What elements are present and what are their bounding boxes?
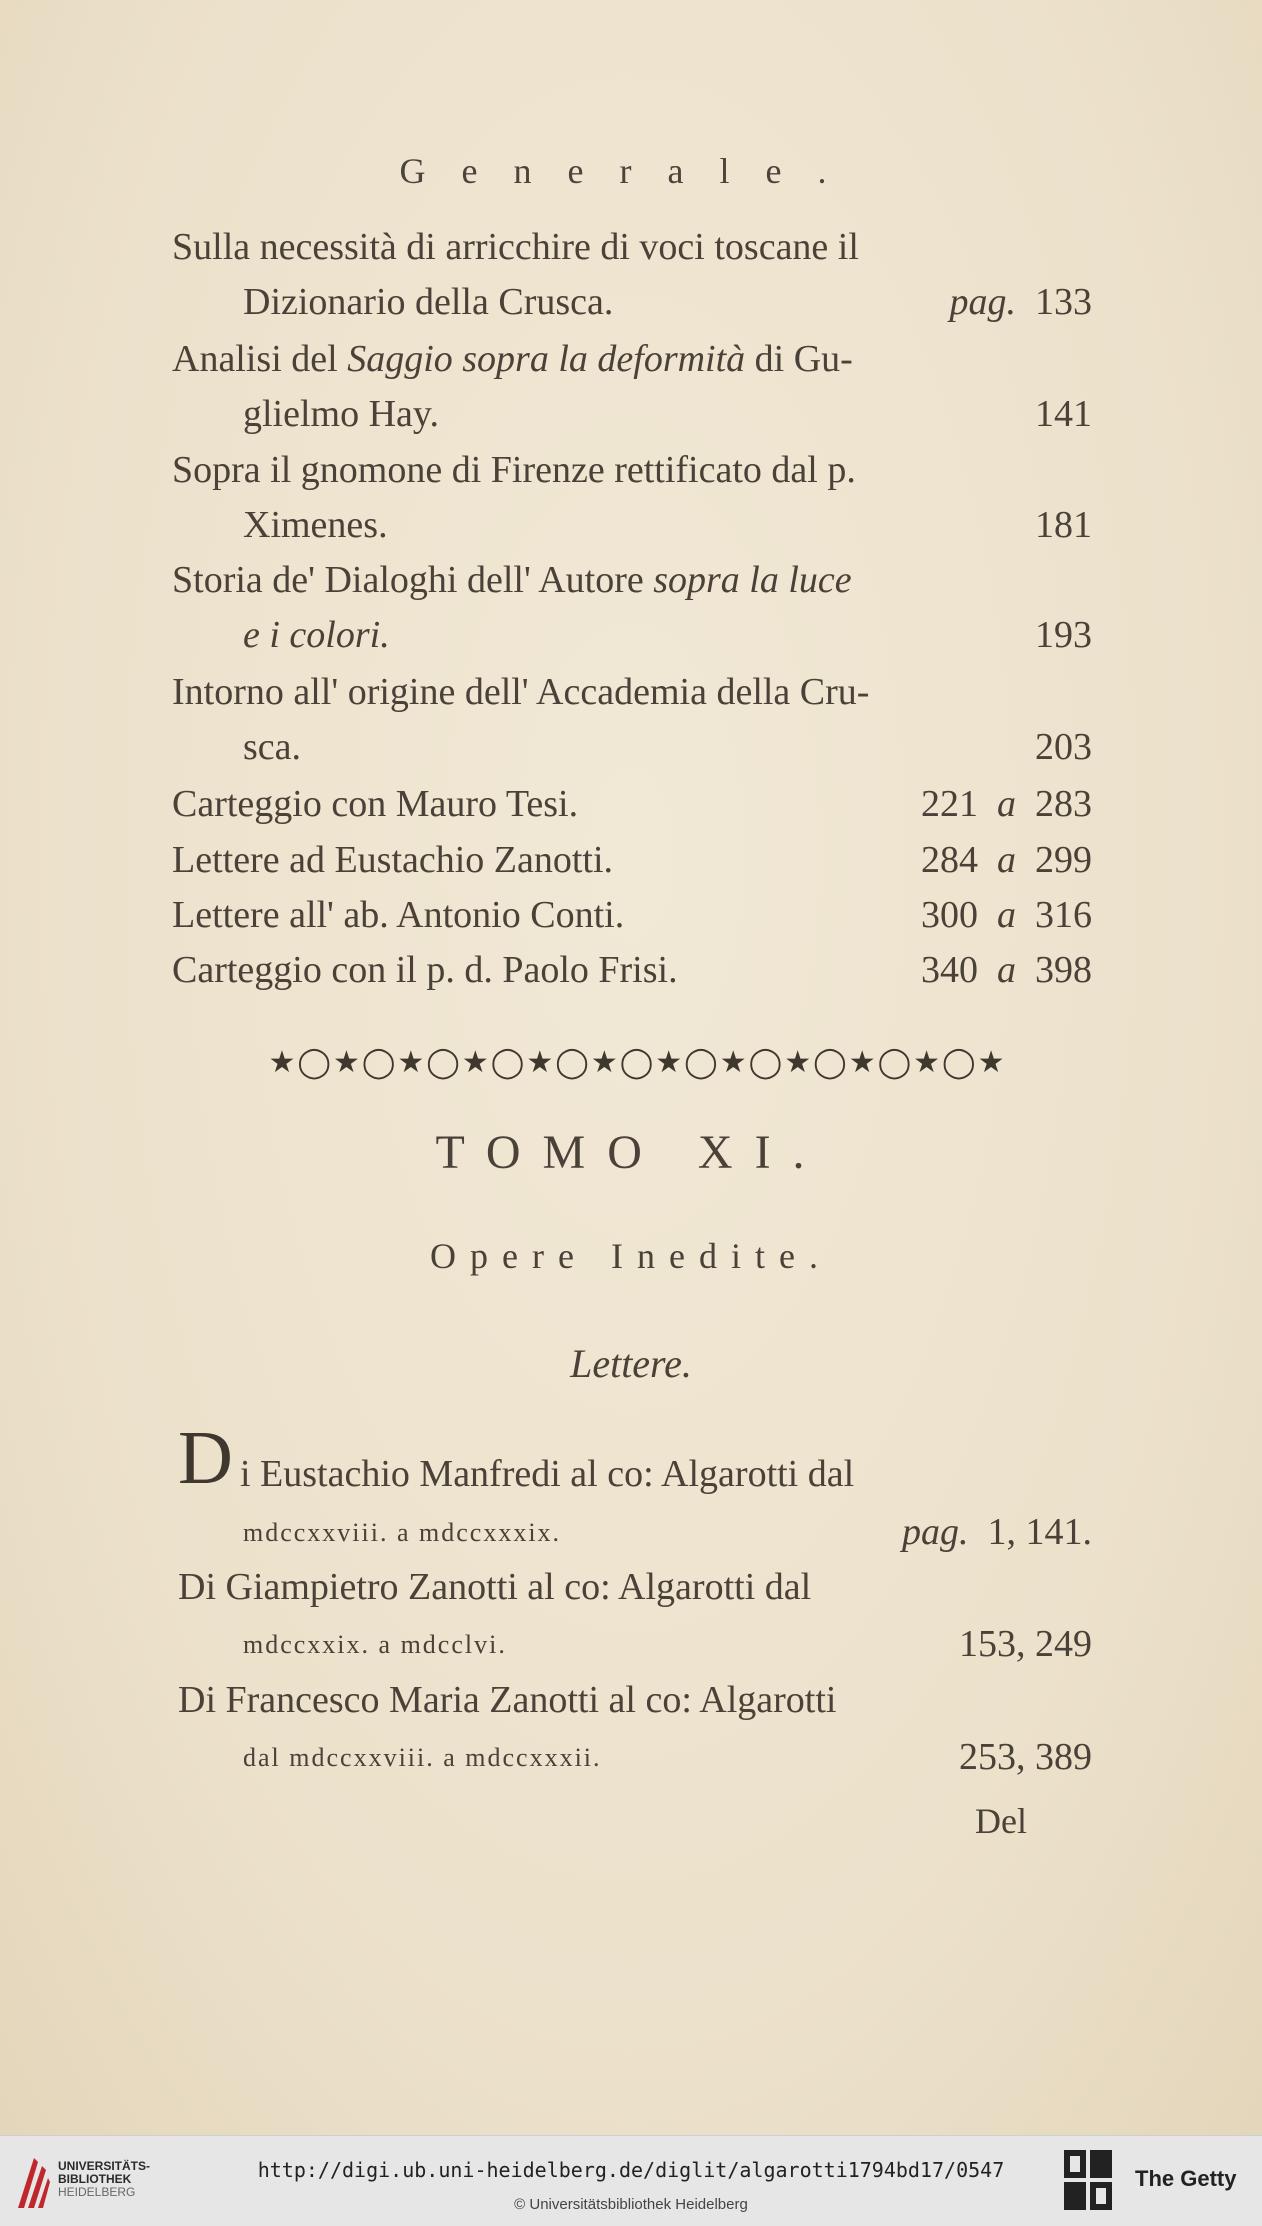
entry-text: Carteggio con Mauro Tesi. (172, 783, 579, 825)
section-title: Opere Inedite. (430, 1236, 832, 1276)
entry-text: mdccxxix. a mdcclvi. (243, 1630, 507, 1659)
page-value: 181 (1035, 504, 1092, 546)
entry-text: Sulla necessità di arricchire di voci toscane il (172, 226, 859, 268)
entry-line (243, 1510, 1092, 1560)
entry-line (172, 448, 1092, 498)
copyright-text: © Universitätsbibliothek Heidelberg (514, 2196, 748, 2213)
range-from: 340 (921, 949, 978, 991)
entry-line (172, 838, 1092, 888)
entry-text (172, 558, 852, 602)
range-from: 284 (921, 839, 978, 881)
entry-italic-title: sopra la luce (653, 559, 852, 601)
entry-text: Lettere all' ab. Antonio Conti. (172, 894, 625, 936)
entry-line (243, 725, 1092, 775)
entry-line (172, 337, 1092, 387)
entry-text: e i colori. (243, 614, 390, 656)
entry-line (172, 782, 1092, 832)
entry-line (172, 225, 1092, 275)
entry-text: i Eustachio Manfredi al co: Algarotti dal (240, 1453, 855, 1495)
entry-text: Sopra il gnomone di Firenze rettificato dal p. (172, 449, 856, 491)
ornament-divider: ★◯★◯★◯★◯★◯★◯★◯★◯★◯★◯★◯★ (268, 1045, 1007, 1080)
page-value: 203 (1035, 726, 1092, 768)
page-value: 193 (1035, 614, 1092, 656)
entry-text-part: Analisi del (172, 338, 348, 380)
permalink-url[interactable]: http://digi.ub.uni-heidelberg.de/diglit/algarotti1794bd17/0547 (257, 2158, 1005, 2182)
page-value: 1, 141. (987, 1511, 1092, 1553)
volume-title: TOMO XI. (435, 1126, 827, 1179)
entry-line (178, 1565, 1092, 1615)
entry-line (172, 558, 1092, 608)
entry-line (243, 503, 1092, 553)
entry-text: Dizionario della Crusca. (243, 281, 614, 323)
page-range (921, 948, 1092, 992)
entry-text: Lettere ad Eustachio Zanotti. (172, 839, 614, 881)
entry-line (172, 670, 1092, 720)
entry-line (178, 1678, 1092, 1728)
entry-line (172, 893, 1092, 943)
partner-name: The Getty (1135, 2166, 1237, 2191)
range-to: 283 (1035, 783, 1092, 825)
range-to: 299 (1035, 839, 1092, 881)
subsection-title: Lettere. (570, 1341, 692, 1386)
entry-text: Intorno all' origine dell' Accademia della Cru- (172, 671, 870, 713)
viewer-footer (0, 2135, 1262, 2226)
range-sep: a (997, 894, 1016, 936)
entry-text: Di Giampietro Zanotti al co: Algarotti dal (178, 1566, 812, 1608)
range-from: 221 (921, 783, 978, 825)
entry-text: mdccxxviii. a mdccxxxix. (243, 1518, 562, 1547)
entry-line (243, 613, 1092, 663)
entry-text: sca. (243, 726, 302, 768)
entry-text (172, 337, 853, 381)
entry-text: dal mdccxxviii. a mdccxxxii. (243, 1743, 602, 1772)
range-to: 316 (1035, 894, 1092, 936)
range-to: 398 (1035, 949, 1092, 991)
page-value: 153, 249 (959, 1623, 1092, 1665)
entry-line (172, 948, 1092, 998)
entry-line (243, 1622, 1092, 1672)
library-name-line: BIBLIOTHEK (58, 2172, 132, 2186)
entry-line (243, 392, 1092, 442)
section-header: Generale. (399, 151, 863, 191)
entry-text-part: di Gu- (745, 338, 853, 380)
entry-text: Di Francesco Maria Zanotti al co: Algarotti (178, 1679, 837, 1721)
range-sep: a (997, 949, 1016, 991)
page-prefix: pag. (949, 281, 1016, 323)
drop-cap: D (178, 1416, 233, 1500)
getty-logo-icon (1060, 2146, 1120, 2216)
range-from: 300 (921, 894, 978, 936)
page-prefix: pag. (902, 1511, 969, 1553)
page-value: 253, 389 (959, 1736, 1092, 1778)
entry-line (243, 1735, 1092, 1785)
page-value: 141 (1035, 393, 1092, 435)
entry-text: glielmo Hay. (243, 393, 439, 435)
page-number (950, 280, 1093, 324)
page-range (921, 782, 1092, 826)
library-name-line: UNIVERSITÄTS- (58, 2159, 151, 2173)
entry-line (243, 280, 1092, 330)
library-name-line: HEIDELBERG (58, 2185, 136, 2199)
range-sep: a (997, 783, 1016, 825)
catchword: Del (975, 1801, 1027, 1841)
entry-text: Ximenes. (243, 504, 388, 546)
entry-text-part: Storia de' Dialoghi dell' Autore (172, 559, 654, 601)
entry-text: Carteggio con il p. d. Paolo Frisi. (172, 949, 678, 991)
page-number (902, 1510, 1092, 1554)
entry-italic-title: Saggio sopra la deformità (347, 338, 746, 380)
page-range (921, 838, 1092, 882)
page-range (921, 893, 1092, 937)
range-sep: a (997, 839, 1016, 881)
page-value: 133 (1035, 281, 1092, 323)
entry-line (240, 1452, 1092, 1502)
